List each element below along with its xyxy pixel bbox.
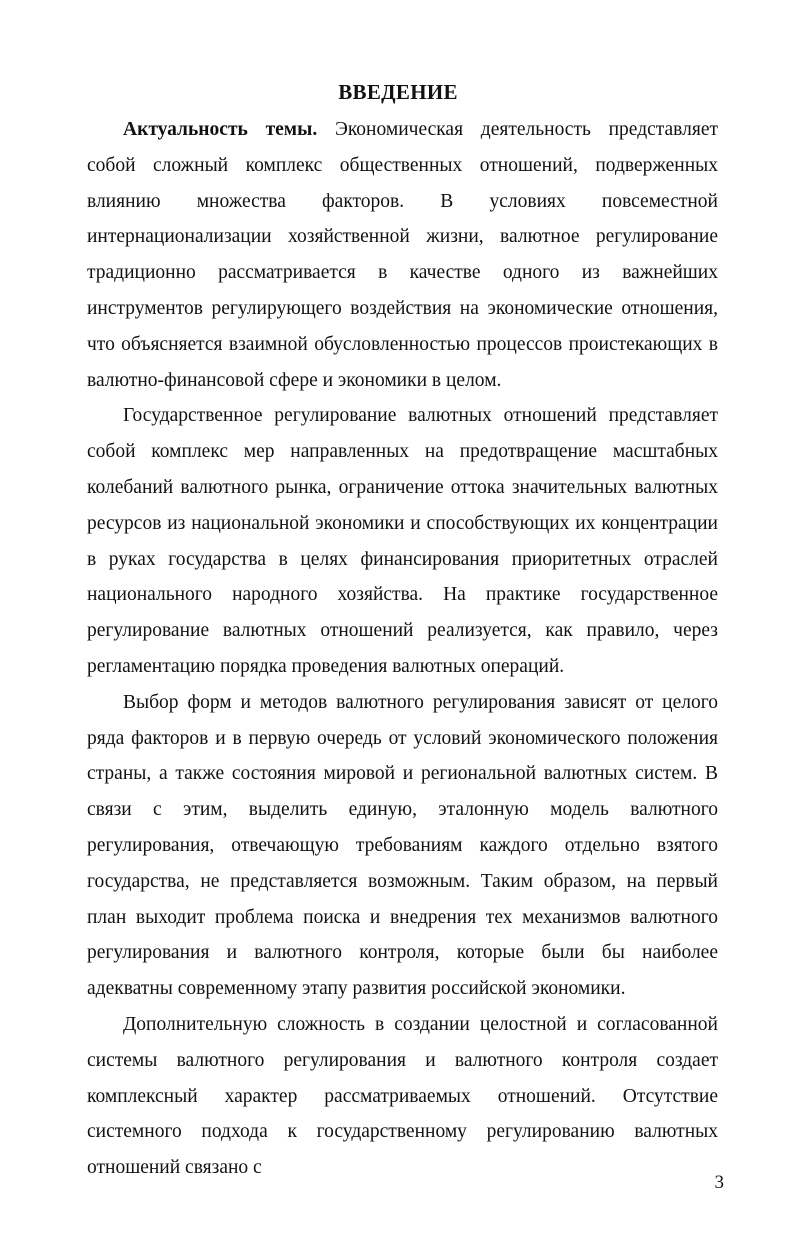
page-title: ВВЕДЕНИЕ bbox=[338, 80, 458, 104]
paragraph-complexity: Дополнительную сложность в создании целостной и согласованной системы валютного регулирования и валютного контроля создает комплексный характер рассматриваемых отношений. Отсутствие системного подхода к государственному регулированию валютных отношений связано с bbox=[87, 1013, 718, 1179]
paragraph-relevance bbox=[87, 112, 718, 398]
paragraph-text: Экономическая деятельность представляет собой сложный комплекс общественных отношений, подверженных влиянию множества факторов. В условиях повсеместной интернационализации хозяйственной жизни, валютное регулирование традиционно рассматривается в качестве одного из важнейших инструментов регулирующего воздействия на экономические отношения, что объясняется взаимной обусловленностью процессов проистекающих в валютно-финансовой сфере и экономики в целом. bbox=[87, 119, 719, 391]
body-text bbox=[87, 112, 718, 1186]
paragraph-state-regulation: Государственное регулирование валютных отношений представляет собой комплекс мер направленных на предотвращение масштабных колебаний валютного рынка, ограничение оттока значительных валютных ресурсов из национальной экономики и способствующих их концентрации в руках государства в целях финансирования приоритетных отраслей национального народного хозяйства. На практике государственное регулирование валютных отношений реализуется, как правило, через регламентацию порядка проведения валютных операций. bbox=[87, 405, 718, 677]
page-number: 3 bbox=[714, 1172, 724, 1193]
paragraph-forms-methods: Выбор форм и методов валютного регулирования зависят от целого ряда факторов и в первую очередь от условий экономического положения страны, а также состояния мировой и региональной валютных систем. В связи с этим, выделить единую, эталонную модель валютного регулирования, отвечающую требованиям каждого отдельно взятого государства, не представляется возможным. Таким образом, на первый план выходит проблема поиска и внедрения тех механизмов валютного регулирования и валютного контроля, которые были бы наиболее адекватны современному этапу развития российской экономики. bbox=[87, 691, 718, 1000]
paragraph-lead: Актуальность темы. bbox=[123, 119, 318, 140]
